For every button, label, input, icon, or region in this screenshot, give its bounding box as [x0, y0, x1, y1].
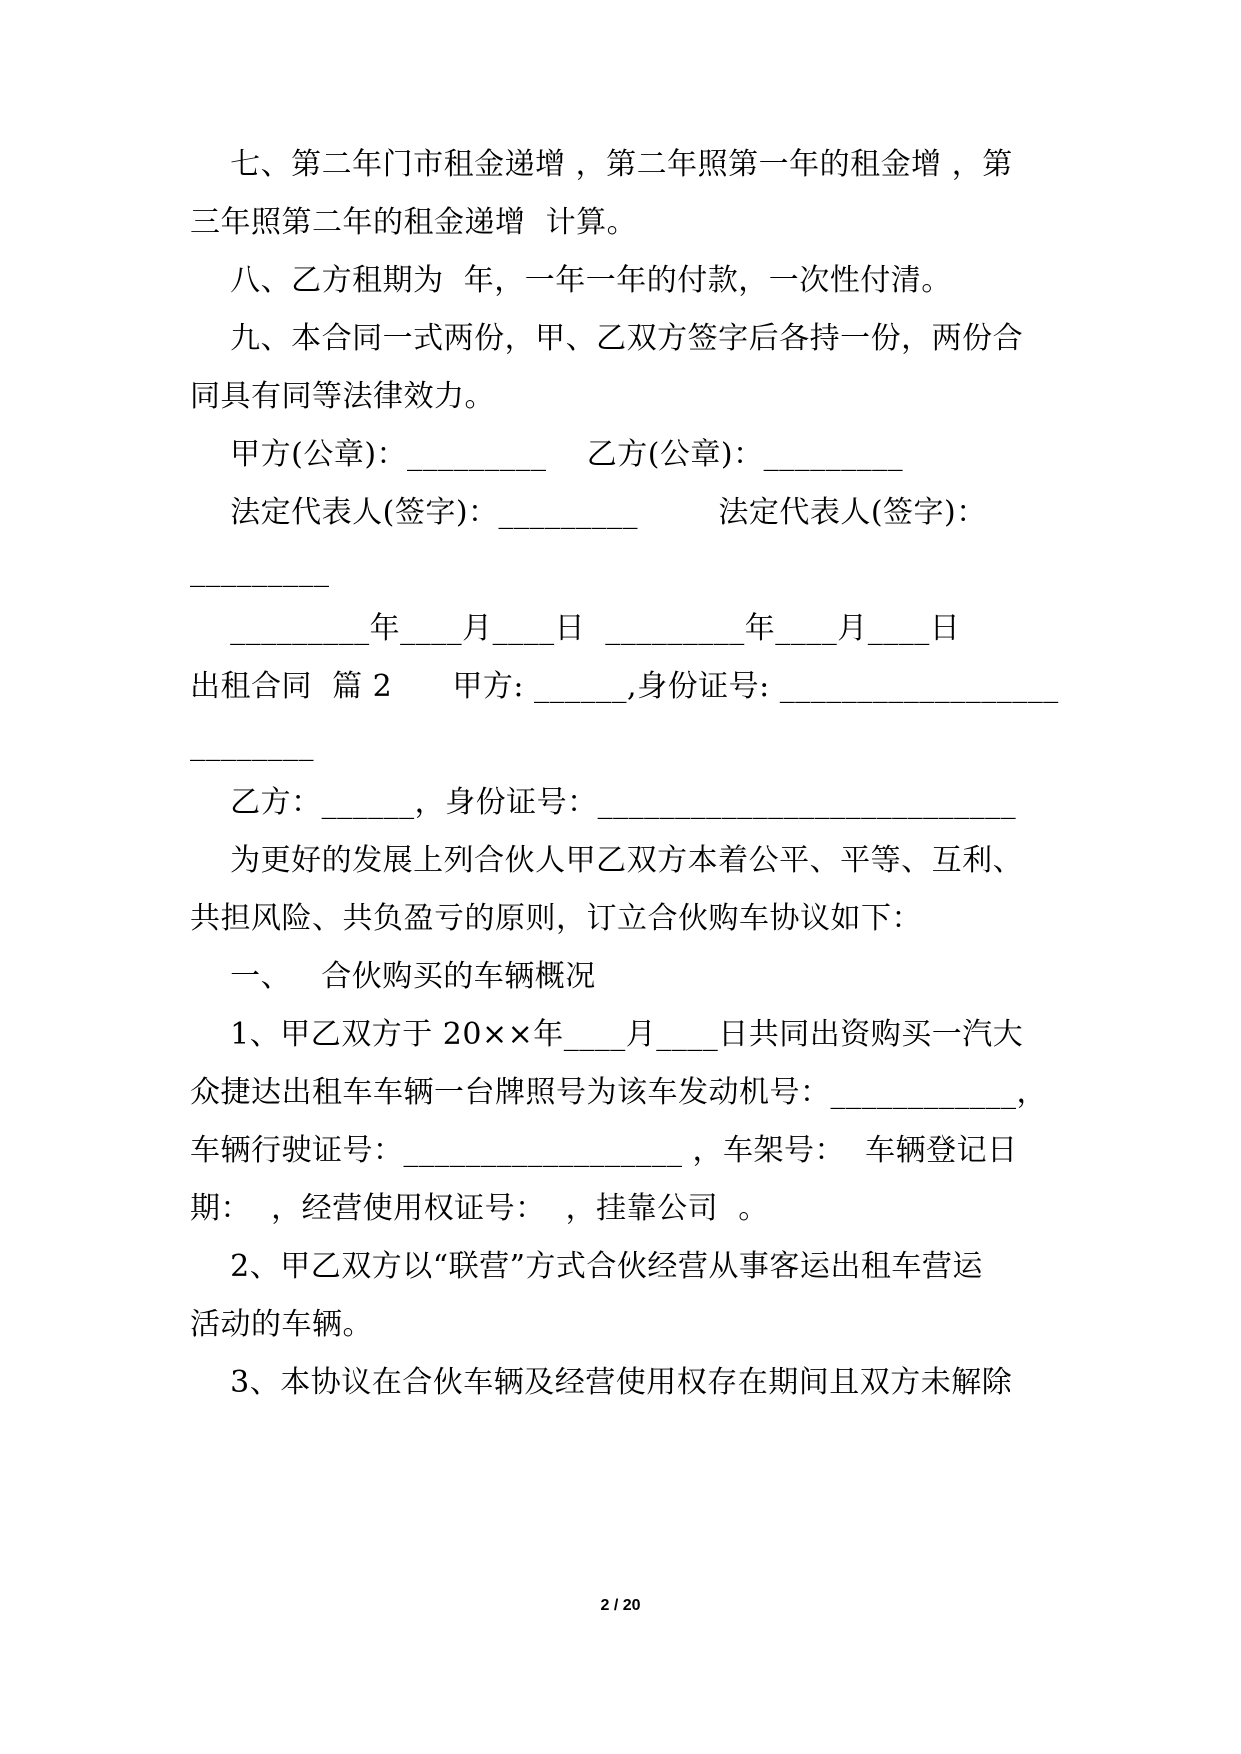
text-line: 3、本协议在合伙车辆及经营使用权存在期间且双方未解除	[190, 1365, 1013, 1400]
section-heading-line: 出租合同 篇 2 甲方: ______,身份证号: __________________	[190, 669, 1059, 704]
text-line: 八、乙方租期为 年，一年一年的付款，一次性付清。	[190, 263, 952, 298]
text-line: 2、甲乙双方以“联营”方式合伙经营从事客运出租车营运	[190, 1249, 983, 1284]
text-line: 甲方(公章)：_________ 乙方(公章)：_________	[190, 437, 904, 472]
text-line: 期： ，经营使用权证号： ，挂靠公司 。	[190, 1191, 769, 1226]
text-line: 1、甲乙双方于 20××年____月____日共同出资购买一汽大	[190, 1017, 1024, 1052]
text-line: 乙方：______，身份证号：___________________________	[190, 785, 1017, 820]
text-line: 一、 合伙购买的车辆概况	[190, 959, 596, 994]
text-line: 为更好的发展上列合伙人甲乙双方本着公平、平等、互利、	[190, 843, 1024, 878]
text-line: 法定代表人(签字)：_________ 法定代表人(签字)：	[190, 495, 987, 530]
text-line: 共担风险、共负盈亏的原则，订立合伙购车协议如下：	[190, 901, 922, 936]
text-line: 七、第二年门市租金递增 ，第二年照第一年的租金增 ，第	[190, 147, 1013, 182]
text-line: 同具有同等法律效力。	[190, 379, 495, 414]
text-line: _________	[190, 553, 330, 588]
text-line: 众捷达出租车车辆一台牌照号为该车发动机号：____________，	[190, 1075, 1047, 1110]
text-line: 活动的车辆。	[190, 1307, 373, 1342]
text-line: 三年照第二年的租金递增 计算。	[190, 205, 638, 240]
text-line: _________年____月____日 _________年____月____日	[190, 611, 961, 646]
text-line: 九、本合同一式两份，甲、乙双方签字后各持一份，两份合	[190, 321, 1024, 356]
text-line: 车辆行驶证号：__________________ ，车架号： 车辆登记日	[190, 1133, 1018, 1168]
text-line: ________	[190, 727, 314, 762]
page-number: 2 / 20	[600, 1597, 641, 1614]
